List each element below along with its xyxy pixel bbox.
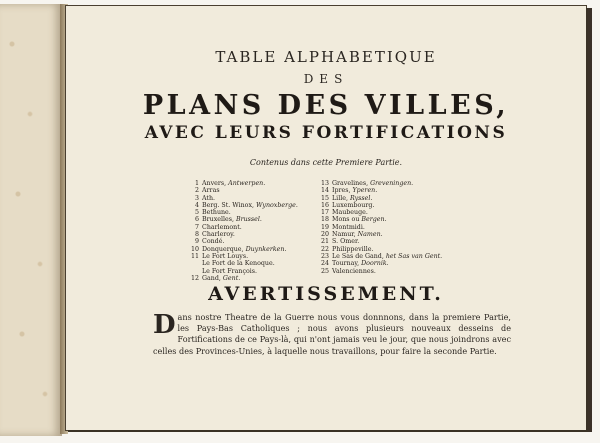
city-name: Bethune. <box>202 209 231 217</box>
city-list-item <box>320 195 442 202</box>
city-number: 15 <box>320 194 329 202</box>
city-number: 18 <box>320 216 329 224</box>
city-number: 4 <box>194 201 199 209</box>
city-list-item <box>190 231 298 238</box>
city-number: 5 <box>194 209 199 217</box>
city-number: 19 <box>320 223 329 231</box>
city-list-item <box>190 187 298 194</box>
avertissement-text <box>153 312 511 357</box>
city-list-item <box>190 246 298 253</box>
city-list-item <box>190 224 298 231</box>
city-alt-name: Antwerpen. <box>228 180 266 187</box>
title-line-3: PLANS DES VILLES, <box>142 90 510 121</box>
city-number: 8 <box>194 231 199 239</box>
city-list-item <box>320 209 442 216</box>
city-list-item <box>190 195 298 202</box>
city-list-item <box>190 253 298 260</box>
city-number: 20 <box>320 231 329 239</box>
city-list-item <box>320 238 442 245</box>
city-alt-name: Brussel. <box>235 216 262 224</box>
subtitle: Contenus dans cette Premiere Partie. <box>249 158 403 167</box>
city-alt-name: Duynkerken. <box>245 245 287 253</box>
title-line-4: AVEC LEURS FORTIFICATIONS <box>144 123 508 143</box>
city-number: 6 <box>194 216 199 224</box>
city-name: Lille, <box>332 194 348 202</box>
city-alt-name: Wynoxberge. <box>256 201 298 209</box>
city-name: Ath. <box>202 194 216 202</box>
page-edge <box>586 8 592 432</box>
city-name: Mons ou <box>332 216 360 224</box>
city-number: 9 <box>194 238 199 246</box>
city-name: Luxembourg. <box>332 201 375 209</box>
city-name: Charleroy. <box>202 231 235 239</box>
city-number: 13 <box>320 180 329 187</box>
city-name: Le Sas de Gand, <box>332 252 384 260</box>
city-alt-name: Bergen. <box>361 216 387 224</box>
city-name: Arras <box>202 187 220 195</box>
city-number: 22 <box>320 245 329 253</box>
city-alt-name: Greveningen. <box>370 180 414 187</box>
city-name: Tournay, <box>332 260 360 268</box>
city-number: 21 <box>320 238 329 246</box>
city-list-item <box>320 180 442 187</box>
city-name: Le Fort de la Kenoque. <box>202 260 275 268</box>
city-list-item <box>320 216 442 223</box>
city-name: Donquerque, <box>202 245 244 253</box>
city-number: 1 <box>194 180 199 187</box>
city-name: Montmidi. <box>332 223 365 231</box>
city-number: 11 <box>190 252 199 260</box>
city-name: Bruxelles, <box>202 216 234 224</box>
left-page-foxed <box>0 4 62 436</box>
city-name: Le Fort François. <box>202 267 258 275</box>
foxing-spots <box>0 4 62 436</box>
city-name: S. Omer. <box>332 238 360 246</box>
city-alt-name: Ryssel. <box>349 194 373 202</box>
city-number: 7 <box>194 223 199 231</box>
city-list-item <box>190 238 298 245</box>
city-name: Berg. St. Winox, <box>202 201 255 209</box>
city-list-item <box>190 202 298 209</box>
city-alt-name: Yperen. <box>352 187 378 195</box>
city-list-item <box>190 260 298 267</box>
city-number: 24 <box>320 260 329 268</box>
city-name: Gravelines, <box>332 180 369 187</box>
city-list-item <box>320 253 442 260</box>
avertissement-heading: AVERTISSEMENT. <box>208 283 444 305</box>
avertissement-body: ans nostre Theatre de la Guerre nous vous donnnons, dans la premiere Partie, les Pays-Bas Catholiques ; nous avons plusieurs nouveaux desseins de Fortifications de ce Pays-là, qui n'ont jamais veu le jour, que nous joindrons avec celles des Provinces-Unies, à laquelle nous travaillons, pour faire la seconde Partie. <box>153 312 511 356</box>
city-name: Namur, <box>332 231 356 239</box>
city-list-left <box>190 180 298 282</box>
city-name: Maubeuge. <box>332 209 368 217</box>
drop-cap: D <box>153 310 176 340</box>
city-number: 16 <box>320 201 329 209</box>
city-list-right <box>320 180 442 275</box>
title-line-1: TABLE ALPHABETIQUE <box>215 48 437 66</box>
city-number: 23 <box>320 252 329 260</box>
city-name: Gand, <box>202 274 221 282</box>
city-name: Le Fort Louys. <box>202 252 249 260</box>
title-line-2: DES <box>303 72 349 86</box>
city-number: 3 <box>194 194 199 202</box>
city-list-item <box>190 268 298 275</box>
city-number: 10 <box>190 245 199 253</box>
city-list-item <box>320 231 442 238</box>
city-list-item <box>190 209 298 216</box>
city-number: 14 <box>320 187 329 195</box>
city-alt-name: Namen. <box>357 231 383 239</box>
city-number: 12 <box>190 274 199 282</box>
city-list-item <box>190 180 298 187</box>
city-list-item <box>320 187 442 194</box>
city-alt-name: het Sas van Gent. <box>385 252 443 260</box>
city-number: 17 <box>320 209 329 217</box>
city-list-item <box>320 246 442 253</box>
city-list-item <box>320 202 442 209</box>
city-name: Valenciennes. <box>332 267 376 275</box>
city-name: Anvers, <box>202 180 227 187</box>
city-name: Condé. <box>202 238 225 246</box>
city-list-item <box>190 275 298 282</box>
city-list-item <box>320 260 442 267</box>
city-name: Charlemont. <box>202 223 242 231</box>
city-name: Ipres, <box>332 187 351 195</box>
city-number: 2 <box>194 187 199 195</box>
city-list-item <box>190 216 298 223</box>
city-name: Philippeville. <box>332 245 374 253</box>
city-alt-name: Doornik. <box>361 260 389 268</box>
city-number: 25 <box>320 267 329 275</box>
city-list-item <box>320 268 442 275</box>
city-list-item <box>320 224 442 231</box>
city-alt-name: Gent. <box>222 274 241 282</box>
